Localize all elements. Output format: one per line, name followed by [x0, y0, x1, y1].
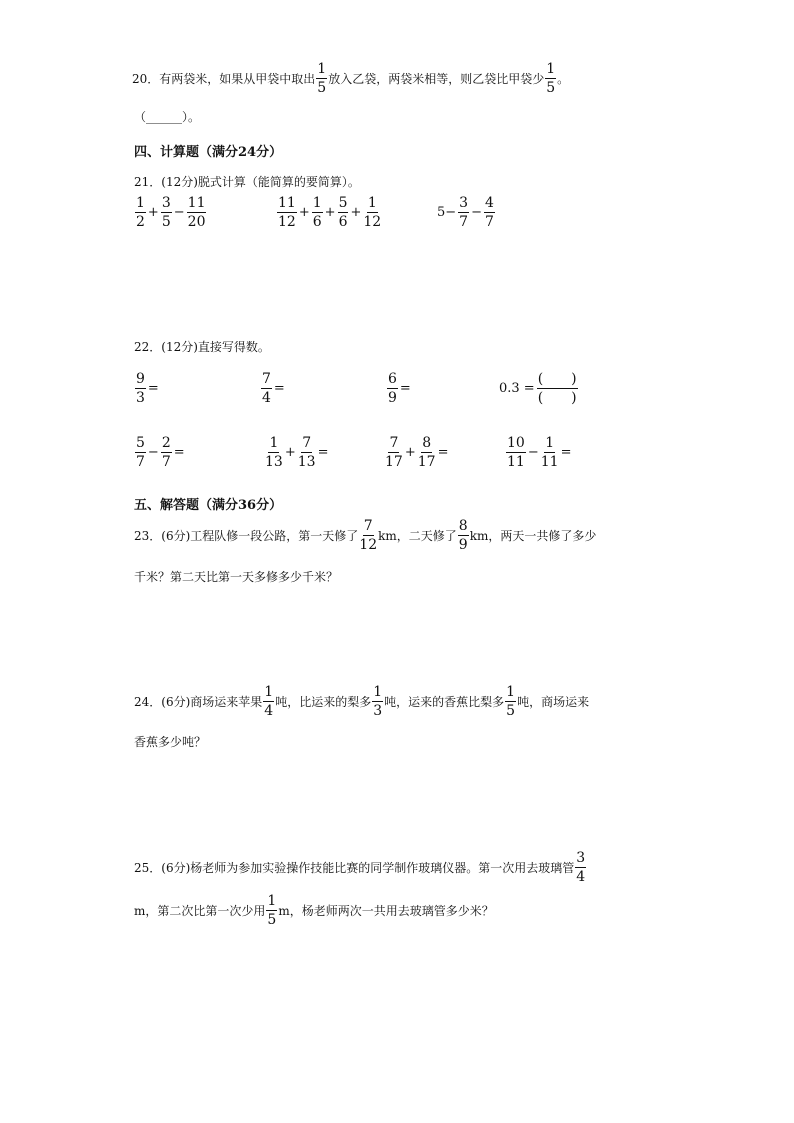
question-24-line2: 香蕉多少吨？ [134, 735, 207, 749]
fraction: $\frac{3}{5}$ [161, 195, 171, 230]
fraction: $\frac{7}{13}$ [297, 435, 316, 470]
fraction: $\frac{1}{12}$ [363, 195, 382, 230]
fraction: $\frac{1}{11}$ [540, 435, 559, 470]
question-23-line1: 23．(6分)工程队修一段公路，第一天修了 $\frac{7}{12}$ km，二天修了 $\frac{8}{9}$ km，两天一共修了多少 [134, 518, 597, 553]
fraction: $\frac{7}{4}$ [262, 371, 271, 406]
fraction: $\frac{1}{6}$ [312, 195, 322, 230]
fraction: $\frac{8}{17}$ [417, 435, 436, 470]
fraction: $\frac{4}{7}$ [485, 195, 494, 230]
question-23-line2: 千米？第二天比第一天多修多少千米？ [134, 570, 339, 584]
fraction: $\frac{11}{20}$ [187, 195, 206, 230]
section-5-title: 五、解答题（满分36分） [134, 498, 283, 513]
fraction: $\frac{3}{4}$ [576, 850, 586, 885]
q20-text-b: 放入乙袋，两袋米相等，则乙袋比甲袋少 [328, 72, 545, 86]
fraction: $\frac{9}{3}$ [136, 371, 145, 406]
q20-text-c: 。 [557, 72, 570, 86]
fraction: $\frac{1}{5}$ [506, 684, 516, 719]
fraction: $\frac{7}{12}$ [359, 518, 378, 553]
question-25-line1: 25．(6分)杨老师为参加实验操作技能比赛的同学制作玻璃仪器。第一次用去玻璃管 $\frac{3}{4}$ [134, 850, 586, 885]
question-25-line2: m，第二次比第一次少用 $\frac{1}{5}$ m，杨老师两次一共用去玻璃管多少米？ [134, 893, 494, 928]
q22-item: $\frac{5}{7}$ − $\frac{2}{7}$ = [136, 435, 185, 470]
fraction: $\frac{1}{5}$ [267, 893, 277, 928]
fraction: $\frac{6}{9}$ [388, 371, 397, 406]
fraction: $\frac{1}{4}$ [264, 684, 274, 719]
fraction: $\frac{7}{17}$ [385, 435, 403, 470]
q22-item-decimal: 0.3 = $\frac{( )}{( )}$ [499, 371, 577, 406]
q22-item: $\frac{6}{9}$ = [388, 371, 411, 406]
question-22-stem: 22．(12分)直接写得数。 [134, 340, 270, 354]
q22-item: $\frac{1}{13}$ + $\frac{7}{13}$ = [265, 435, 329, 470]
fraction: $\frac{10}{11}$ [507, 435, 525, 470]
q22-item: $\frac{10}{11}$ − $\frac{1}{11}$ = [507, 435, 572, 470]
fraction: $\frac{1}{2}$ [136, 195, 145, 230]
q22-item: $\frac{9}{3}$ = [136, 371, 159, 406]
question-21-stem: 21．(12分)脱式计算（能简算的要简算）。 [134, 175, 360, 189]
fraction: $\frac{2}{7}$ [161, 435, 171, 470]
fraction: $\frac{1}{5}$ [546, 61, 556, 96]
question-24-line1: 24．(6分)商场运来苹果 $\frac{1}{4}$ 吨，比运来的梨多 $\frac{1}{3}$ 吨，运来的香蕉比梨多 $\frac{1}{5}$ 吨，商场运来 [134, 684, 590, 719]
q20-answer-blank: （______）。 [134, 110, 201, 124]
fraction: $\frac{1}{5}$ [317, 61, 327, 96]
q20-text-a: 20．有两袋米，如果从甲袋中取出 [132, 72, 316, 86]
fraction: $\frac{8}{9}$ [458, 518, 468, 553]
q21-expression-1: $\frac{1}{2}$ + $\frac{3}{5}$ − $\frac{11}{20}$ [136, 195, 206, 230]
q22-item: $\frac{7}{17}$ + $\frac{8}{17}$ = [385, 435, 449, 470]
section-4-title: 四、计算题（满分24分） [134, 145, 283, 160]
q22-item: $\frac{7}{4}$ = [262, 371, 285, 406]
q21-expression-3: 5− $\frac{3}{7}$ − $\frac{4}{7}$ [437, 195, 494, 230]
fraction-blank: $\frac{( )}{( )}$ [537, 371, 577, 406]
fraction: $\frac{11}{12}$ [278, 195, 296, 230]
q21-expression-2: $\frac{11}{12}$ + $\frac{1}{6}$ + $\frac{5}{6}$ + $\frac{1}{12}$ [278, 195, 382, 230]
fraction: $\frac{1}{13}$ [265, 435, 283, 470]
fraction: $\frac{3}{7}$ [459, 195, 469, 230]
fraction: $\frac{5}{6}$ [338, 195, 348, 230]
fraction: $\frac{1}{3}$ [373, 684, 383, 719]
question-20-line1 [132, 62, 569, 95]
fraction: $\frac{5}{7}$ [136, 435, 145, 470]
